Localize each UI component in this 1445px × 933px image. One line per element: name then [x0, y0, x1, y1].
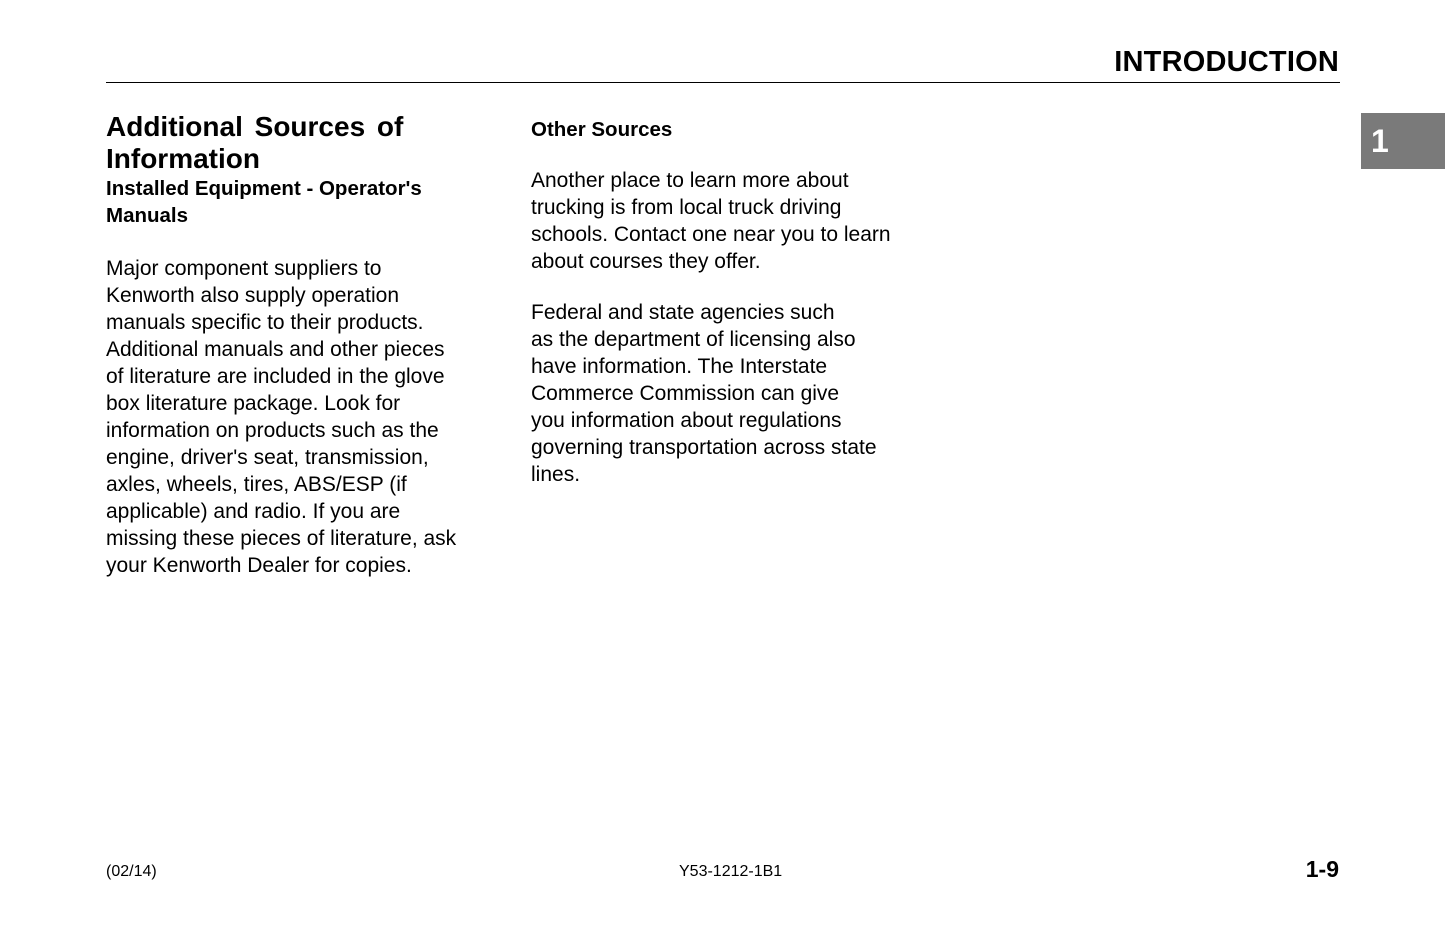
footer-doc-number: Y53-1212-1B1 [679, 863, 783, 880]
footer-date: (02/14) [106, 863, 157, 880]
page-number: 1-9 [1305, 856, 1339, 882]
paragraph-installed-equipment: Major component suppliers to Kenworth also supply operation manuals specific to their products. Additional manuals and other pieces of literature are included in the glove box literature package. Look for information on products such as the engine, driver's seat, transmission, axles, wheels, tires, ABS/ESP (if applicable) and radio. If you are missing these pieces of literature, ask your Kenworth Dealer for copies. [106, 257, 457, 577]
chapter-number: 1 [1371, 122, 1389, 159]
subsection-title-other-sources: Other Sources [531, 118, 673, 141]
paragraph-truck-driving-schools: Another place to learn more about trucking is from local truck driving schools. Contact one near you to learn about courses they offer. [531, 169, 891, 273]
chapter-tab [1361, 113, 1445, 169]
right-column [531, 114, 931, 488]
paragraph-agencies: Federal and state agencies such as the department of licensing also have information. The Interstate Commerce Commission can give you information about regulations governing transportation across state lines. [531, 301, 877, 486]
subsection-title-installed-equipment: Installed Equipment - Operator's Manuals [106, 177, 422, 227]
page-title: Additional Sources of Information [106, 111, 404, 174]
header-divider [106, 82, 1340, 83]
section-header: INTRODUCTION [1114, 46, 1339, 78]
left-column [106, 111, 496, 579]
